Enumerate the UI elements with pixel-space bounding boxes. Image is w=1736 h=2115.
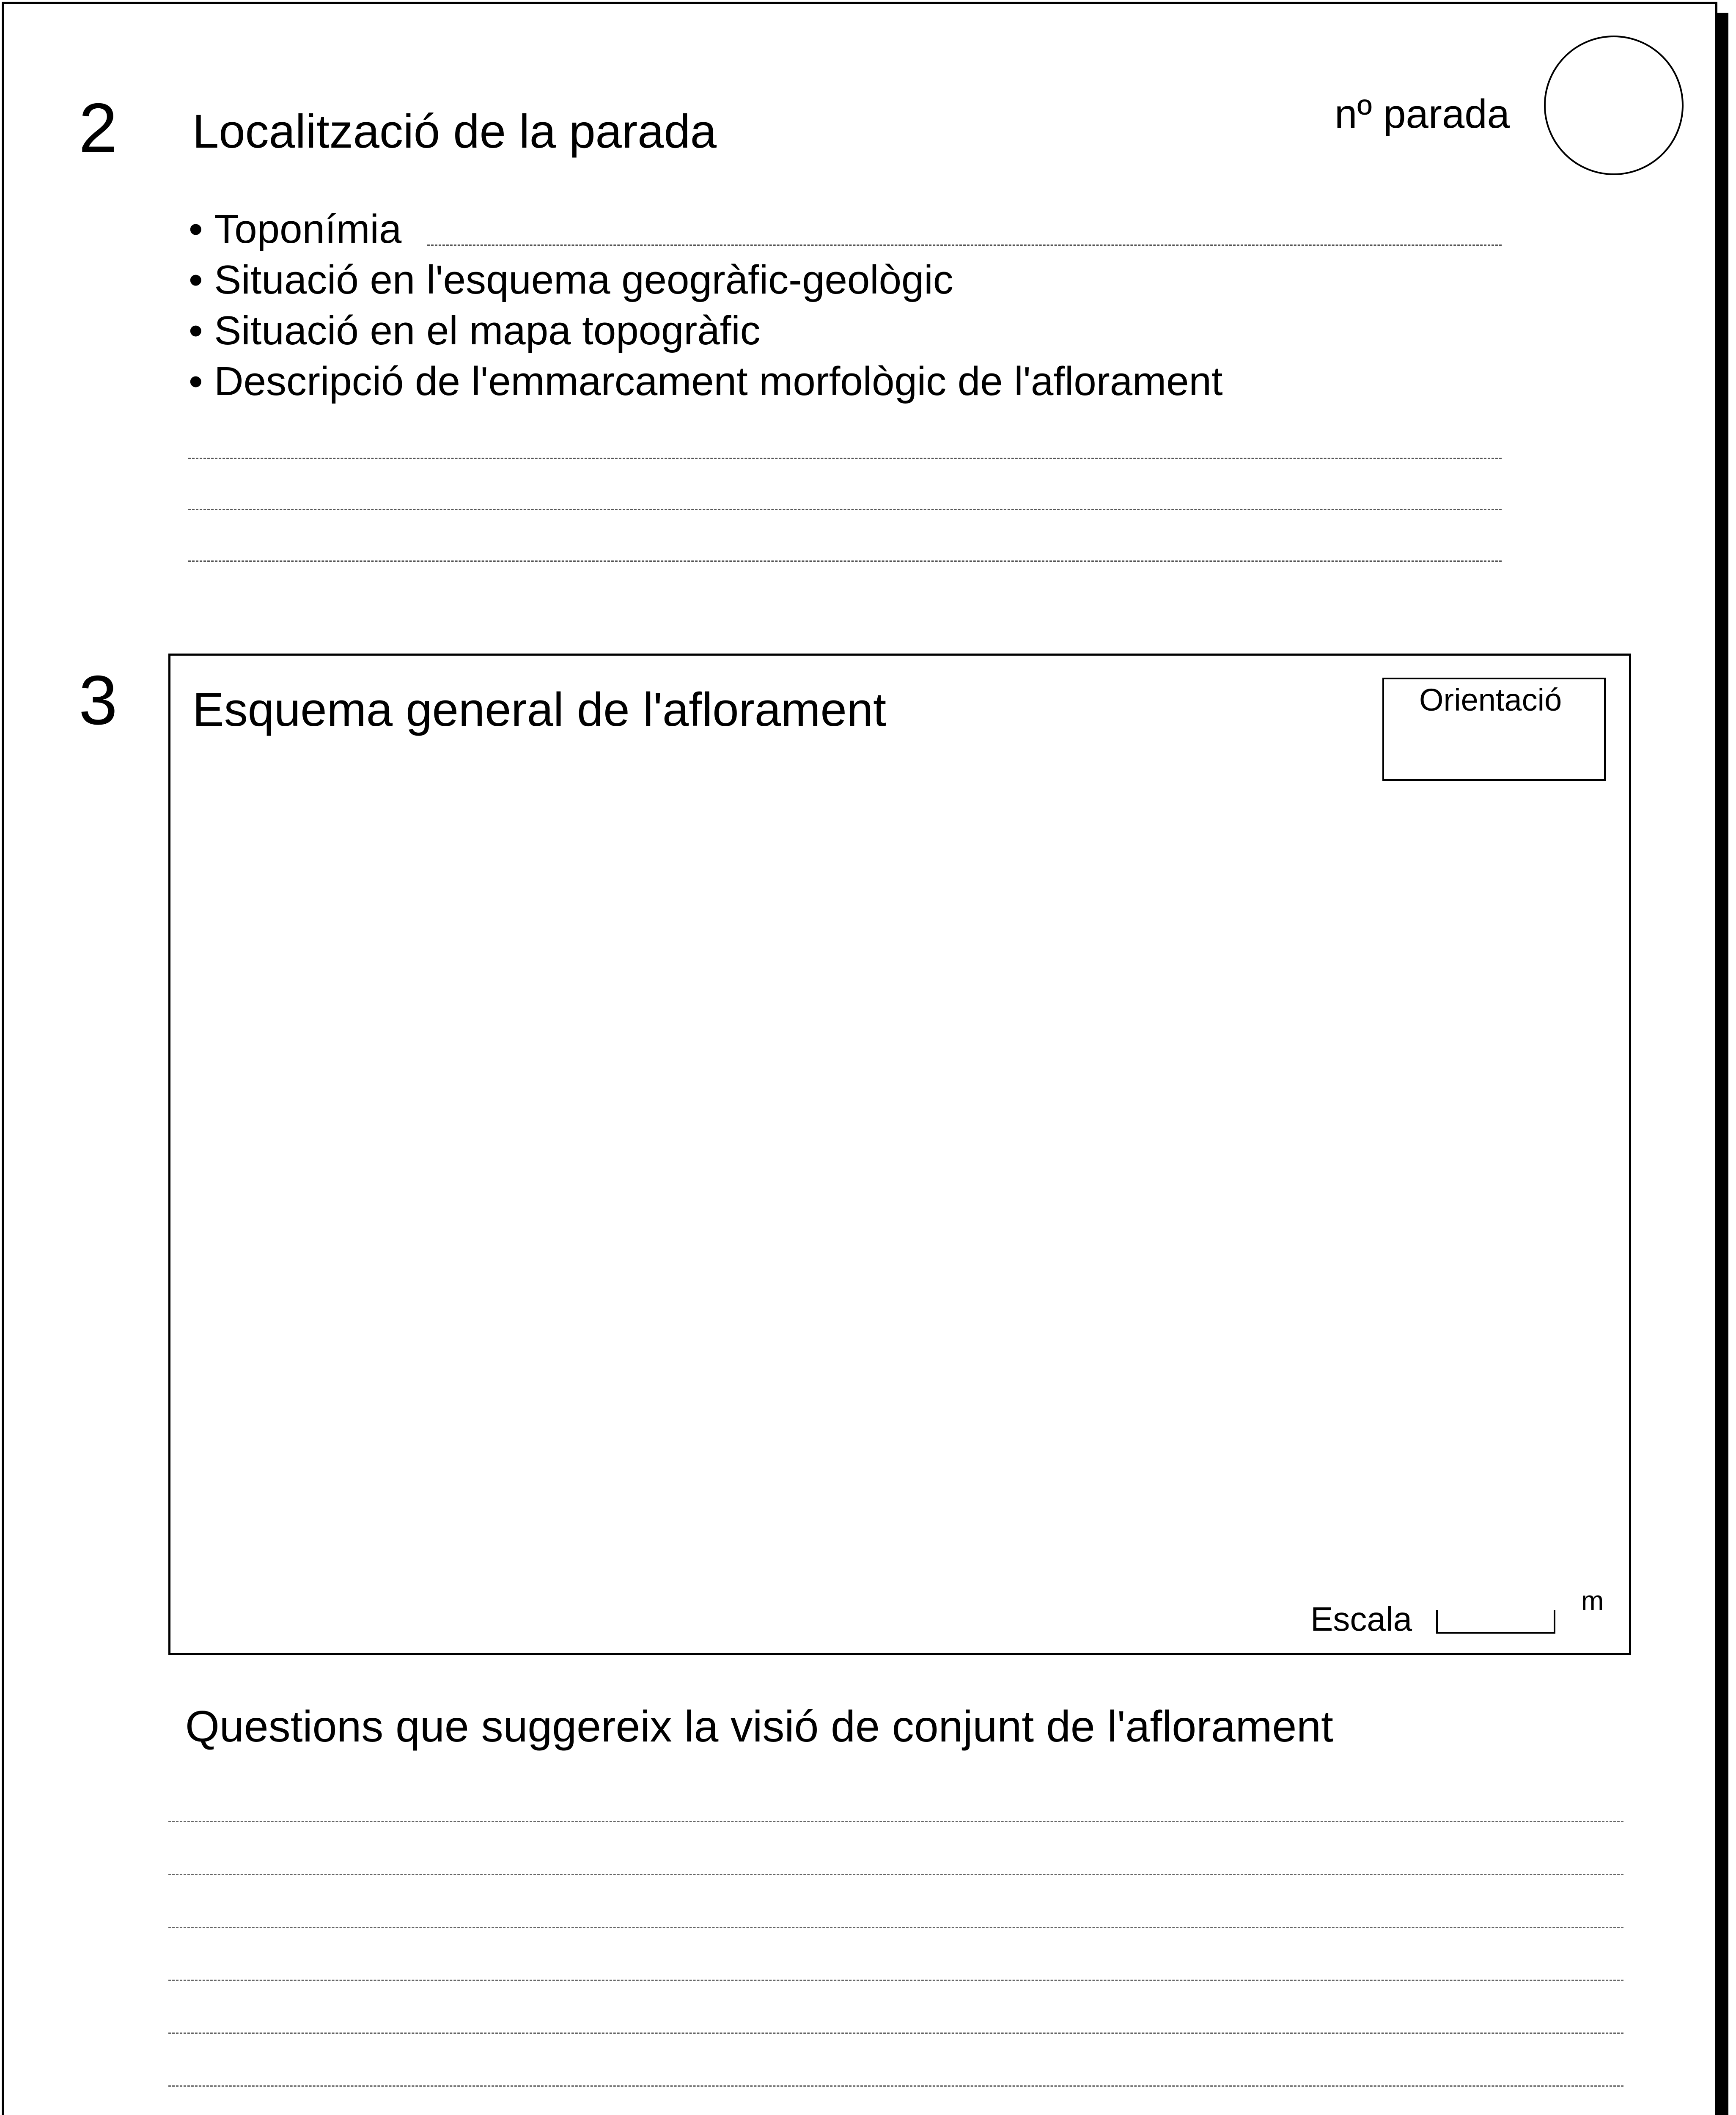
questions-answer-line[interactable] bbox=[168, 1874, 1623, 1875]
section-2-number: 2 bbox=[79, 89, 118, 167]
toponymy-answer-line[interactable] bbox=[427, 244, 1502, 246]
stop-number-label: nº parada bbox=[1335, 91, 1510, 137]
questions-answer-line[interactable] bbox=[168, 1980, 1623, 1981]
location-answer-line[interactable] bbox=[188, 560, 1502, 562]
questions-answer-line[interactable] bbox=[168, 1821, 1623, 1822]
stop-number-circle[interactable] bbox=[1544, 36, 1684, 175]
questions-answer-line[interactable] bbox=[168, 2085, 1623, 2087]
scale-bar-field[interactable] bbox=[1436, 1610, 1555, 1634]
orientation-label: Orientació bbox=[1419, 682, 1562, 717]
scale-label: Escala bbox=[1310, 1600, 1412, 1638]
section-3-number: 3 bbox=[79, 661, 118, 739]
questions-answer-line[interactable] bbox=[168, 1927, 1623, 1928]
scale-unit: m bbox=[1581, 1585, 1604, 1616]
questions-title: Questions que suggereix la visió de conjunt de l'aflorament bbox=[185, 1702, 1333, 1751]
location-answer-line[interactable] bbox=[188, 458, 1502, 459]
checklist-item-toponymy: • Toponímia bbox=[189, 204, 1223, 255]
section-2-title: Localització de la parada bbox=[192, 105, 717, 158]
questions-answer-line[interactable] bbox=[168, 2033, 1623, 2034]
checklist-item-morphology: • Descripció de l'emmarcament morfològic de l'aflorament bbox=[189, 356, 1223, 407]
section-3-title: Esquema general de l'aflorament bbox=[192, 683, 887, 736]
checklist-item-geo-scheme: • Situació en l'esquema geogràfic-geològic bbox=[189, 255, 1223, 305]
checklist-item-topo-map: • Situació en el mapa topogràfic bbox=[189, 305, 1223, 356]
location-answer-line[interactable] bbox=[188, 509, 1502, 510]
location-checklist bbox=[189, 204, 1223, 407]
outcrop-sketch-area[interactable] bbox=[168, 654, 1631, 1655]
